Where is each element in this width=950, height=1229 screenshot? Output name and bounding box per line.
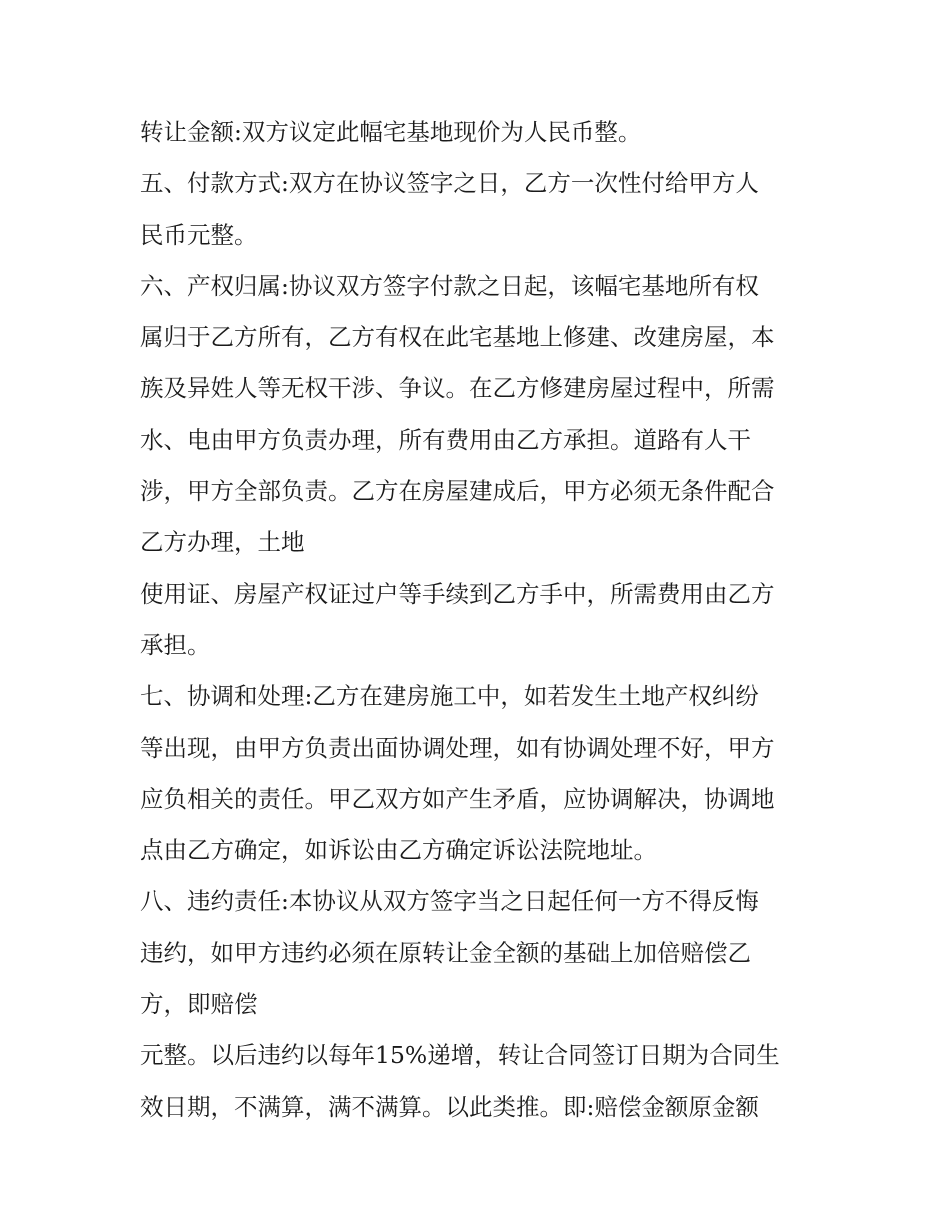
- text-line: 八、违约责任:本协议从双方签字当之日起任何一方不得反悔: [140, 887, 759, 916]
- text-line: 七、协调和处理:乙方在建房施工中，如若发生土地产权纠纷: [140, 682, 759, 711]
- text-line: 承担。: [140, 630, 211, 659]
- text-line: 点由乙方确定，如诉讼由乙方确定诉讼法院地址。: [140, 836, 657, 865]
- text-line: 方，即赔偿: [140, 990, 258, 1019]
- text-line: 六、产权归属:协议双方签字付款之日起，该幅宅基地所有权: [140, 271, 759, 300]
- text-line: 民币元整。: [140, 220, 258, 249]
- text-line: 水、电由甲方负责办理，所有费用由乙方承担。道路有人干: [140, 425, 751, 454]
- text-line: 族及异姓人等无权干涉、争议。在乙方修建房屋过程中，所需: [140, 374, 775, 403]
- contract-body-text: [140, 107, 830, 1133]
- text-line: 应负相关的责任。甲乙双方如产生矛盾，应协调解决，协调地: [140, 784, 775, 813]
- text-line: 乙方办理，土地: [140, 528, 305, 557]
- text-line: 元整。以后违约以每年15%递增，转让合同签订日期为合同生: [140, 1041, 780, 1070]
- text-line: 违约，如甲方违约必须在原转让金全额的基础上加倍赔偿乙: [140, 938, 751, 967]
- text-line: 涉，甲方全部负责。乙方在房屋建成后，甲方必须无条件配合: [140, 477, 775, 506]
- text-line: 效日期，不满算，满不满算。以此类推。即:赔偿金额原金额: [140, 1092, 759, 1121]
- text-line: 等出现，由甲方负责出面协调处理，如有协调处理不好，甲方: [140, 733, 775, 762]
- text-line: 属归于乙方所有，乙方有权在此宅基地上修建、改建房屋，本: [140, 323, 775, 352]
- text-line: 转让金额:双方议定此幅宅基地现价为人民币整。: [140, 118, 642, 146]
- text-line: 使用证、房屋产权证过户等手续到乙方手中，所需费用由乙方: [140, 579, 775, 608]
- text-line: 五、付款方式:双方在协议签字之日，乙方一次性付给甲方人: [140, 169, 759, 198]
